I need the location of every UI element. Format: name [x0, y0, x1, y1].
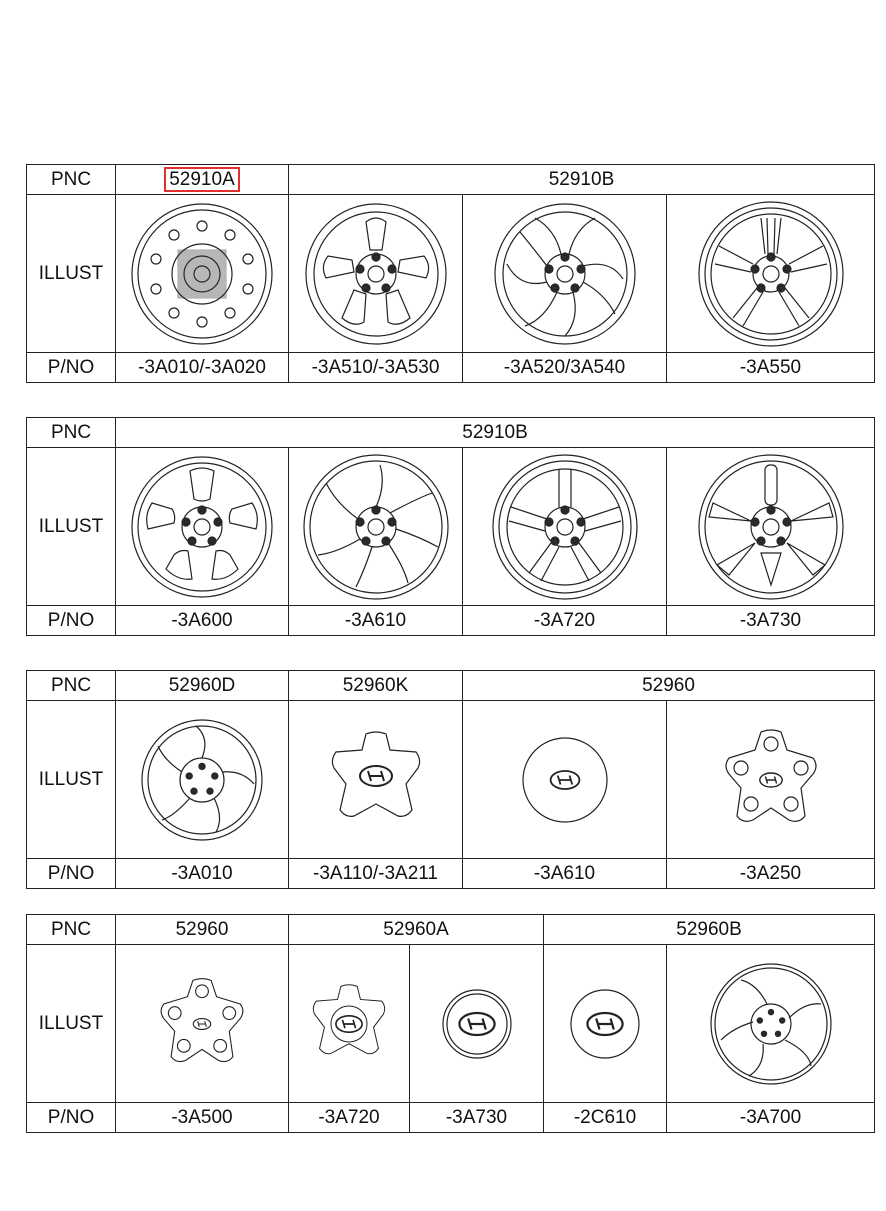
pnc-cell[interactable]: 52960D: [116, 671, 289, 701]
pnc-label: PNC: [27, 165, 116, 195]
alloy-wheel-5-hole-icon: [127, 452, 277, 602]
parts-table-1: [26, 164, 875, 383]
illust-label: ILLUST: [27, 701, 116, 859]
alloy-wheel-curved-spoke-icon: [490, 199, 640, 349]
illust-cell[interactable]: [116, 945, 289, 1103]
illust-cell[interactable]: [410, 945, 544, 1103]
center-cap-round-icon: [515, 730, 615, 830]
alloy-wheel-double-spoke-icon: [696, 199, 846, 349]
illust-cell[interactable]: [667, 701, 875, 859]
pnc-label: PNC: [27, 418, 116, 448]
center-cap-star-icon: [321, 725, 431, 835]
illust-label: ILLUST: [27, 448, 116, 606]
pno-cell[interactable]: -3A700: [667, 1103, 875, 1133]
illust-cell[interactable]: [463, 195, 667, 353]
pno-label: P/NO: [27, 353, 116, 383]
pno-label: P/NO: [27, 606, 116, 636]
illust-cell[interactable]: [289, 701, 463, 859]
pno-label: P/NO: [27, 859, 116, 889]
wheel-cover-icon: [137, 715, 267, 845]
illust-cell[interactable]: [463, 701, 667, 859]
highlighted-pnc[interactable]: 52910A: [164, 167, 240, 192]
pnc-cell[interactable]: 52960K: [289, 671, 463, 701]
illust-cell[interactable]: [544, 945, 667, 1103]
parts-table-2: [26, 417, 875, 636]
pno-cell[interactable]: -3A610: [463, 859, 667, 889]
pnc-cell[interactable]: 52960A: [289, 915, 544, 945]
steel-wheel-icon: [127, 199, 277, 349]
pnc-label: PNC: [27, 671, 116, 701]
illust-cell[interactable]: [289, 448, 463, 606]
pno-cell[interactable]: -3A730: [667, 606, 875, 636]
illust-cell[interactable]: [667, 195, 875, 353]
pnc-cell[interactable]: 52960: [463, 671, 875, 701]
illust-cell[interactable]: [667, 448, 875, 606]
illust-cell[interactable]: [289, 195, 463, 353]
illust-cell[interactable]: [116, 195, 289, 353]
center-cap-star-icon: [304, 979, 394, 1069]
illust-label: ILLUST: [27, 945, 116, 1103]
pno-cell[interactable]: -3A010: [116, 859, 289, 889]
illust-cell[interactable]: [463, 448, 667, 606]
pnc-cell[interactable]: 52960: [116, 915, 289, 945]
illust-label: ILLUST: [27, 195, 116, 353]
alloy-wheel-multi-spoke-icon: [696, 452, 846, 602]
pnc-cell[interactable]: 52960B: [544, 915, 875, 945]
illust-cell[interactable]: [667, 945, 875, 1103]
illust-cell[interactable]: [116, 448, 289, 606]
center-cap-5-hole-icon: [716, 725, 826, 835]
parts-table-4: [26, 914, 875, 1133]
pnc-cell[interactable]: 52910B: [289, 165, 875, 195]
emblem-cap-icon: [437, 984, 517, 1064]
center-cap-5-hole-icon: [152, 974, 252, 1074]
pno-cell[interactable]: -3A510/-3A530: [289, 353, 463, 383]
alloy-wheel-split-spoke-icon: [490, 452, 640, 602]
pno-label: P/NO: [27, 1103, 116, 1133]
pno-cell[interactable]: -3A550: [667, 353, 875, 383]
parts-table-3: [26, 670, 875, 889]
pno-cell[interactable]: -3A010/-3A020: [116, 353, 289, 383]
pno-cell[interactable]: -3A110/-3A211: [289, 859, 463, 889]
pno-cell[interactable]: -3A610: [289, 606, 463, 636]
illust-cell[interactable]: [289, 945, 410, 1103]
pnc-label: PNC: [27, 915, 116, 945]
pno-cell[interactable]: -3A720: [463, 606, 667, 636]
emblem-cap-icon: [565, 984, 645, 1064]
pnc-cell[interactable]: 52910B: [116, 418, 875, 448]
pno-cell[interactable]: -3A600: [116, 606, 289, 636]
wheel-cover-icon: [706, 959, 836, 1089]
pno-cell[interactable]: -3A520/3A540: [463, 353, 667, 383]
alloy-wheel-7-spoke-icon: [301, 452, 451, 602]
pno-cell[interactable]: -2C610: [544, 1103, 667, 1133]
pno-cell[interactable]: -3A730: [410, 1103, 544, 1133]
pno-cell[interactable]: -3A250: [667, 859, 875, 889]
pnc-cell: [116, 165, 289, 195]
pno-cell[interactable]: -3A720: [289, 1103, 410, 1133]
illust-cell[interactable]: [116, 701, 289, 859]
pno-cell[interactable]: -3A500: [116, 1103, 289, 1133]
alloy-wheel-5-spoke-icon: [301, 199, 451, 349]
